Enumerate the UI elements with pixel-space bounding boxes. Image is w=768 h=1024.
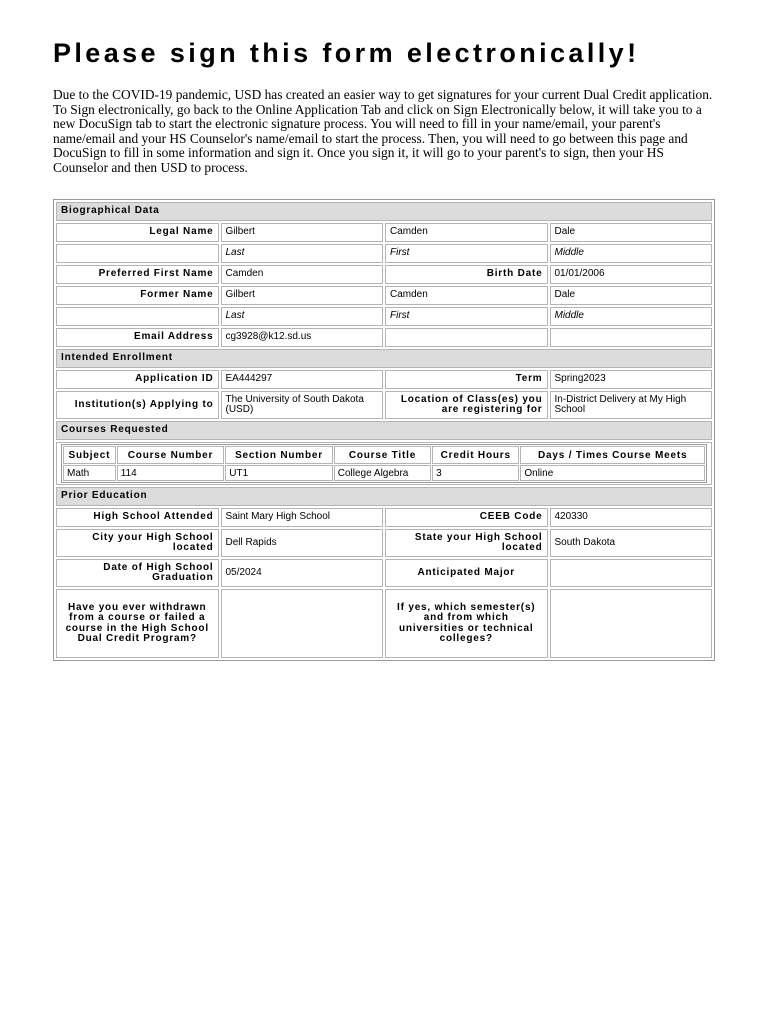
course-col-subject: Subject [63,446,116,464]
courses-table [61,444,707,483]
application-id-label: Application ID [56,370,219,389]
dual-credit-form [53,199,715,661]
location-label: Location of Class(es) you are registering for [385,391,548,419]
application-id-value: EA444297 [221,370,384,389]
section-courses: Courses Requested [56,421,712,440]
section-enrollment: Intended Enrollment [56,349,712,368]
withdrawn-value [221,589,384,658]
table-row [63,465,705,481]
hint-last: Last [221,244,384,263]
legal-middle-name: Dale [550,223,713,242]
empty-cell [385,328,548,347]
legal-last-name: Gilbert [221,223,384,242]
graduation-value: 05/2024 [221,559,384,587]
major-label: Anticipated Major [385,559,548,587]
course-col-credit: Credit Hours [432,446,519,464]
course-col-section: Section Number [225,446,333,464]
withdrawn-label: Have you ever withdrawn from a course or failed a course in the High School Dual Credit Program? [56,589,219,658]
birth-date-label: Birth Date [385,265,548,284]
intro-paragraph: Due to the COVID-19 pandemic, USD has created an easier way to get signatures for your current Dual Credit application. To Sign electronically, go back to the Online Application Tab and click on Sign Electronically below, it will take you to a new DocuSign tab to start the electronic signature process. You will need to fill in your name/email, your parent's name/email and your HS Counselor's name/email to start the process. Then, you will need to go between this page and DocuSign to fill in some information and sign it. Once you sign it, it will go to your parent's to sign, then your HS Counselor and then USD to process. [53,87,713,175]
major-value [550,559,713,587]
former-middle-name: Dale [550,286,713,305]
course-credit: 3 [432,465,519,481]
course-title: College Algebra [334,465,431,481]
course-days: Online [520,465,705,481]
empty-cell [56,244,219,263]
location-value: In-District Delivery at My High School [550,391,713,419]
hint-first: First [385,244,548,263]
term-label: Term [385,370,548,389]
section-prior-education: Prior Education [56,487,712,506]
empty-cell [550,328,713,347]
hint-middle: Middle [550,244,713,263]
former-last-name: Gilbert [221,286,384,305]
city-label: City your High School located [56,529,219,557]
legal-name-label: Legal Name [56,223,219,242]
course-subject: Math [63,465,116,481]
former-first-name: Camden [385,286,548,305]
former-name-label: Former Name [56,286,219,305]
institution-label: Institution(s) Applying to [56,391,219,419]
institution-value: The University of South Dakota (USD) [221,391,384,419]
state-value: South Dakota [550,529,713,557]
if-yes-label: If yes, which semester(s) and from which universities or technical colleges? [385,589,548,658]
term-value: Spring2023 [550,370,713,389]
graduation-label: Date of High School Graduation [56,559,219,587]
course-col-title: Course Title [334,446,431,464]
section-biographical: Biographical Data [56,202,712,221]
course-col-days: Days / Times Course Meets [520,446,705,464]
high-school-value: Saint Mary High School [221,508,384,527]
empty-cell [56,307,219,326]
birth-date-value: 01/01/2006 [550,265,713,284]
course-col-number: Course Number [117,446,225,464]
course-number: 114 [117,465,225,481]
high-school-label: High School Attended [56,508,219,527]
page-title: Please sign this form electronically! [53,38,640,68]
preferred-name-label: Preferred First Name [56,265,219,284]
hint-last: Last [221,307,384,326]
city-value: Dell Rapids [221,529,384,557]
email-label: Email Address [56,328,219,347]
preferred-name-value: Camden [221,265,384,284]
ceeb-code-label: CEEB Code [385,508,548,527]
ceeb-code-value: 420330 [550,508,713,527]
hint-middle: Middle [550,307,713,326]
hint-first: First [385,307,548,326]
email-value: cg3928@k12.sd.us [221,328,384,347]
legal-first-name: Camden [385,223,548,242]
courses-container [56,442,712,485]
if-yes-value [550,589,713,658]
state-label: State your High School located [385,529,548,557]
course-section: UT1 [225,465,333,481]
